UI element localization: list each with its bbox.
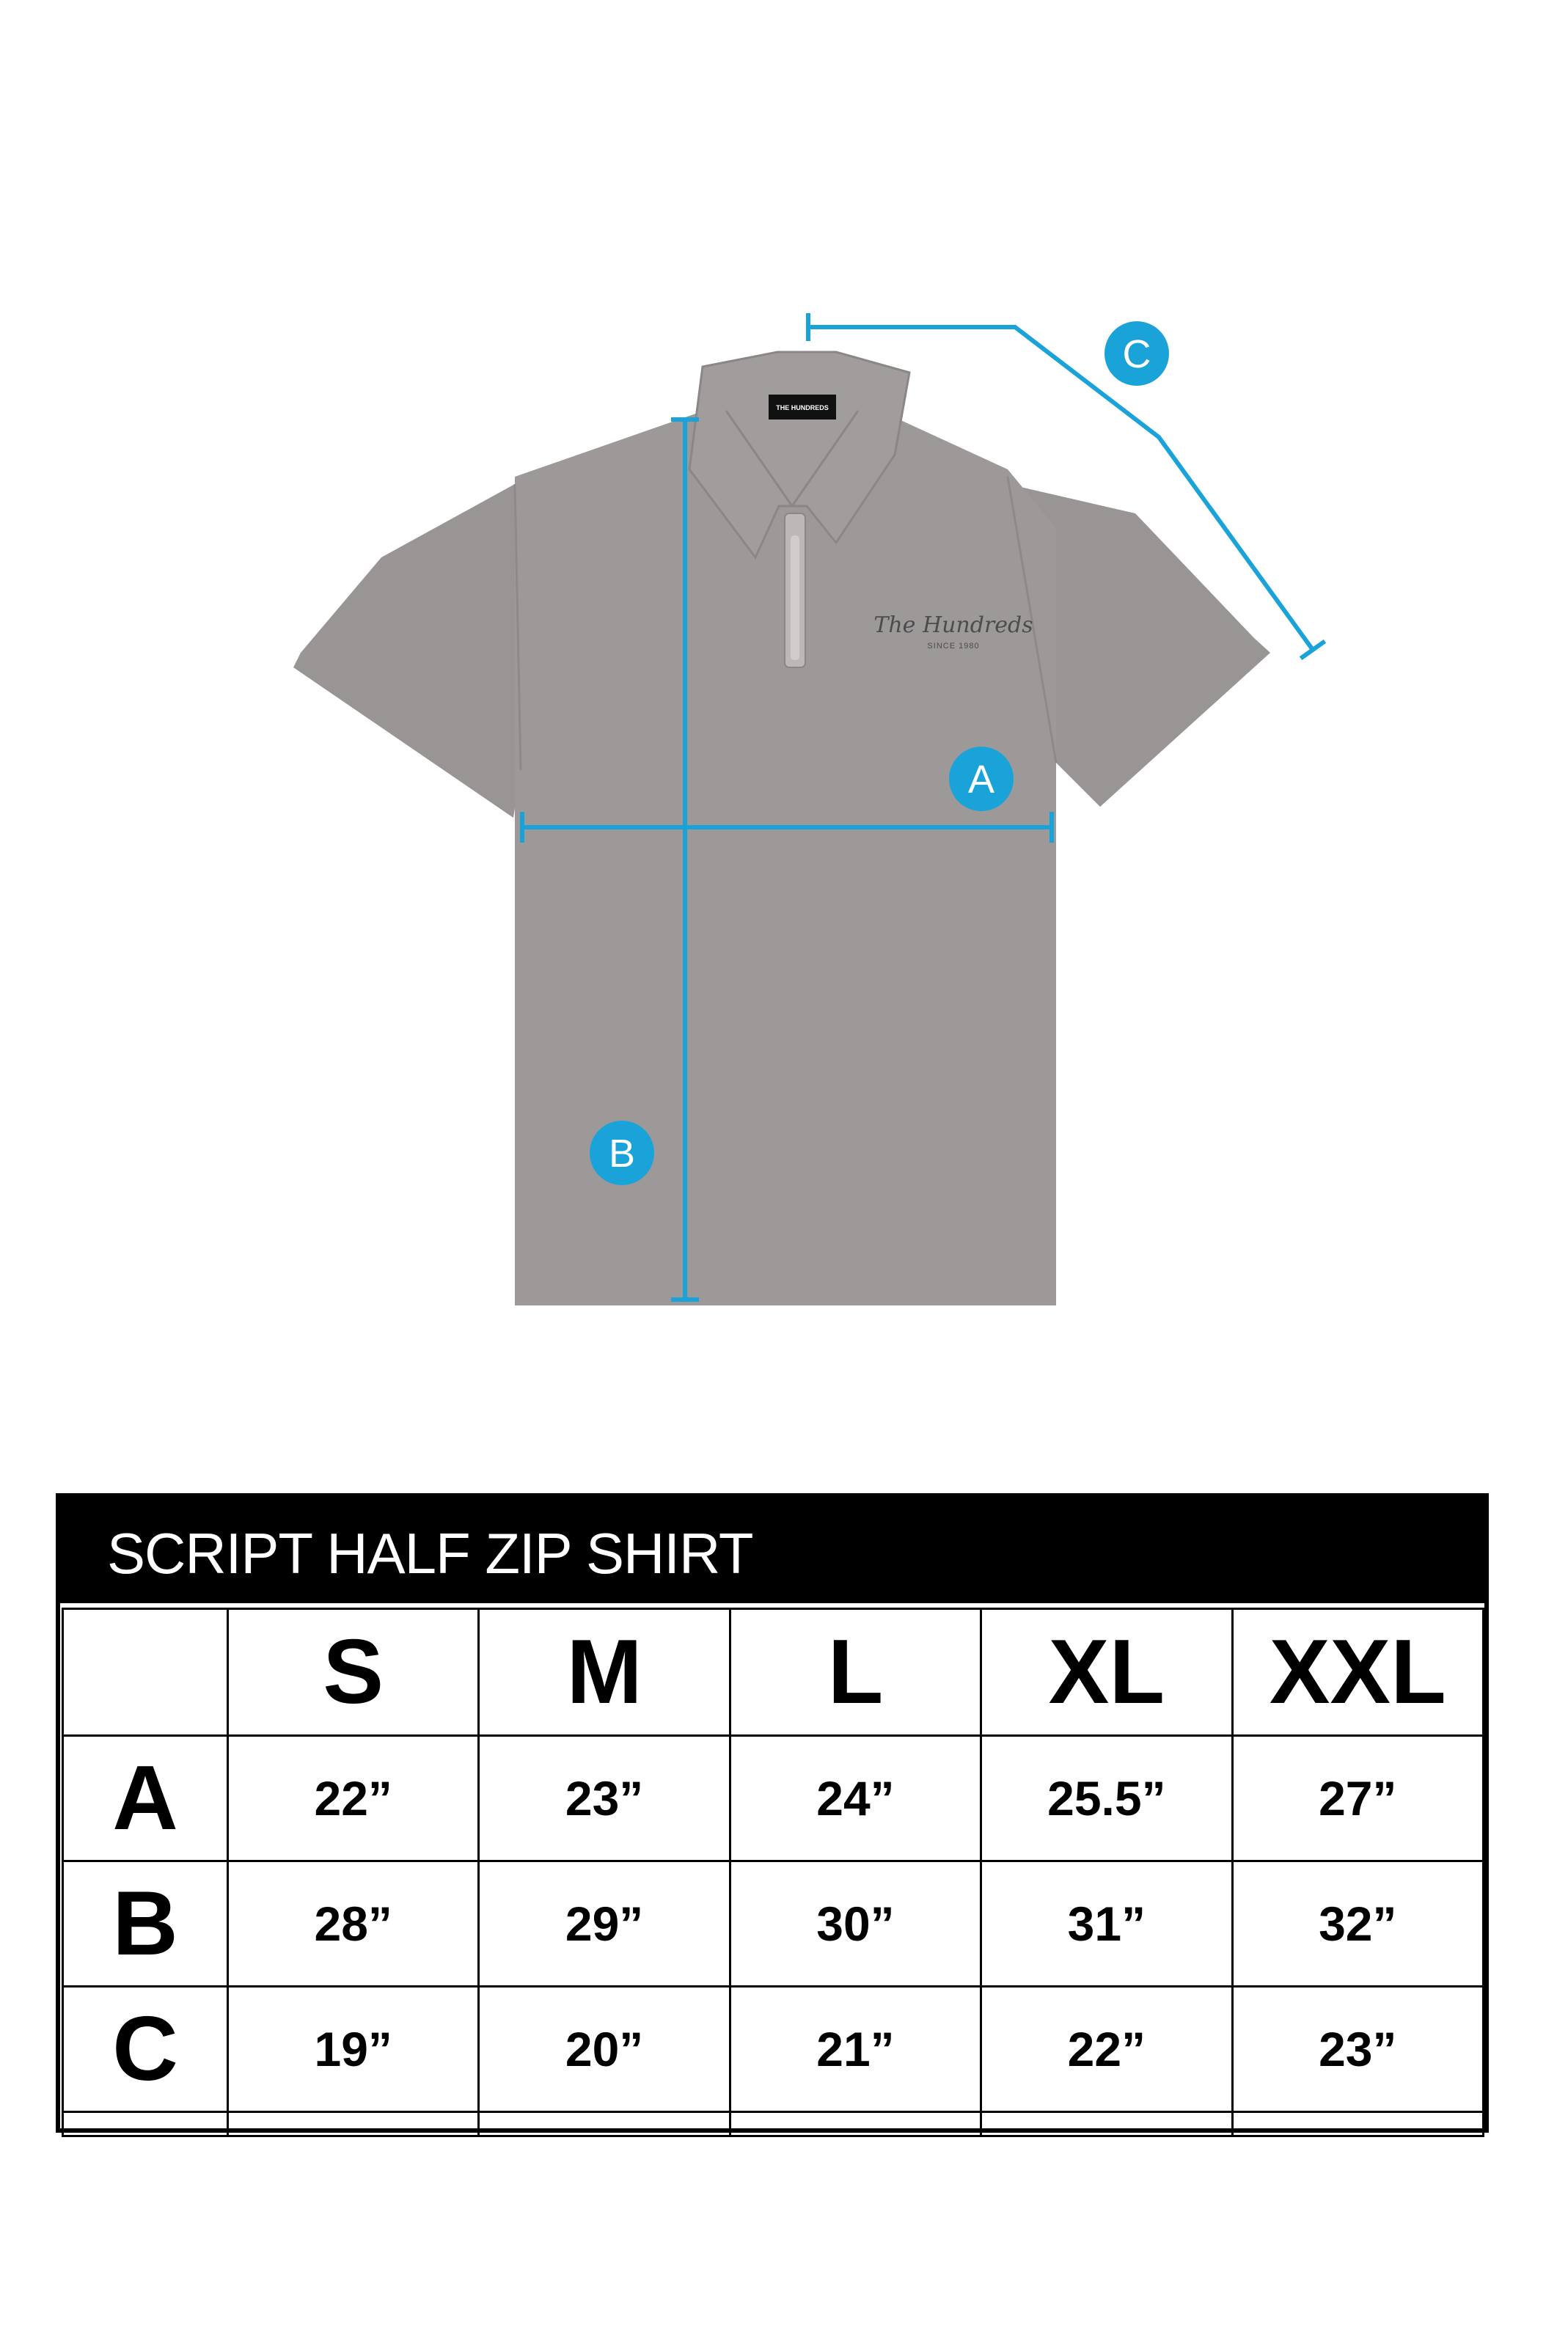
table-spacer-row bbox=[63, 2112, 1484, 2136]
corner-cell bbox=[63, 1609, 228, 1736]
table-cell bbox=[228, 2112, 479, 2136]
marker-c bbox=[1104, 321, 1169, 386]
left-sleeve bbox=[293, 484, 521, 818]
table-cell bbox=[1232, 2112, 1483, 2136]
table-cell: 24” bbox=[730, 1736, 981, 1861]
table-cell: 23” bbox=[1232, 1987, 1483, 2112]
table-cell: 23” bbox=[479, 1736, 730, 1861]
measure-cap-c-end bbox=[1303, 642, 1323, 657]
row-label-b: B bbox=[63, 1861, 228, 1987]
table-cell: 29” bbox=[479, 1861, 730, 1987]
table-cell: 30” bbox=[730, 1861, 981, 1987]
brand-logo-sub: SINCE 1980 bbox=[927, 642, 980, 651]
table-cell: 27” bbox=[1232, 1736, 1483, 1861]
size-header-xxl: XXL bbox=[1232, 1609, 1483, 1736]
table-cell: 22” bbox=[228, 1736, 479, 1861]
measurement-row-c bbox=[63, 1987, 1484, 2112]
size-header-l: L bbox=[730, 1609, 981, 1736]
marker-a bbox=[949, 747, 1014, 811]
size-header-xl: XL bbox=[981, 1609, 1232, 1736]
chart-title: SCRIPT HALF ZIP SHIRT bbox=[107, 1521, 753, 1586]
marker-a-label: A bbox=[967, 758, 995, 802]
table-cell: 21” bbox=[730, 1987, 981, 2112]
marker-c-label: C bbox=[1122, 332, 1151, 376]
row-label-a: A bbox=[63, 1736, 228, 1861]
row-label-c: C bbox=[63, 1987, 228, 2112]
size-chart bbox=[56, 1493, 1489, 2133]
zipper-pull bbox=[791, 535, 799, 660]
neck-tag-text: THE HUNDREDS bbox=[776, 404, 829, 411]
table-cell bbox=[63, 2112, 228, 2136]
table-cell: 28” bbox=[228, 1861, 479, 1987]
size-header-row bbox=[63, 1609, 1484, 1736]
table-cell: 32” bbox=[1232, 1861, 1483, 1987]
measurement-row-a bbox=[63, 1736, 1484, 1861]
size-header-s: S bbox=[228, 1609, 479, 1736]
table-cell bbox=[479, 2112, 730, 2136]
table-cell bbox=[981, 2112, 1232, 2136]
brand-logo: The Hundreds bbox=[873, 612, 1033, 638]
table-cell: 19” bbox=[228, 1987, 479, 2112]
table-cell: 20” bbox=[479, 1987, 730, 2112]
table-cell: 22” bbox=[981, 1987, 1232, 2112]
table-cell bbox=[730, 2112, 981, 2136]
marker-b bbox=[590, 1121, 654, 1185]
size-header-m: M bbox=[479, 1609, 730, 1736]
chart-title-bar bbox=[60, 1498, 1484, 1603]
table-cell: 31” bbox=[981, 1861, 1232, 1987]
size-table bbox=[62, 1608, 1484, 2137]
marker-b-label: B bbox=[608, 1132, 636, 1176]
table-cell: 25.5” bbox=[981, 1736, 1232, 1861]
measurement-row-b bbox=[63, 1861, 1484, 1987]
